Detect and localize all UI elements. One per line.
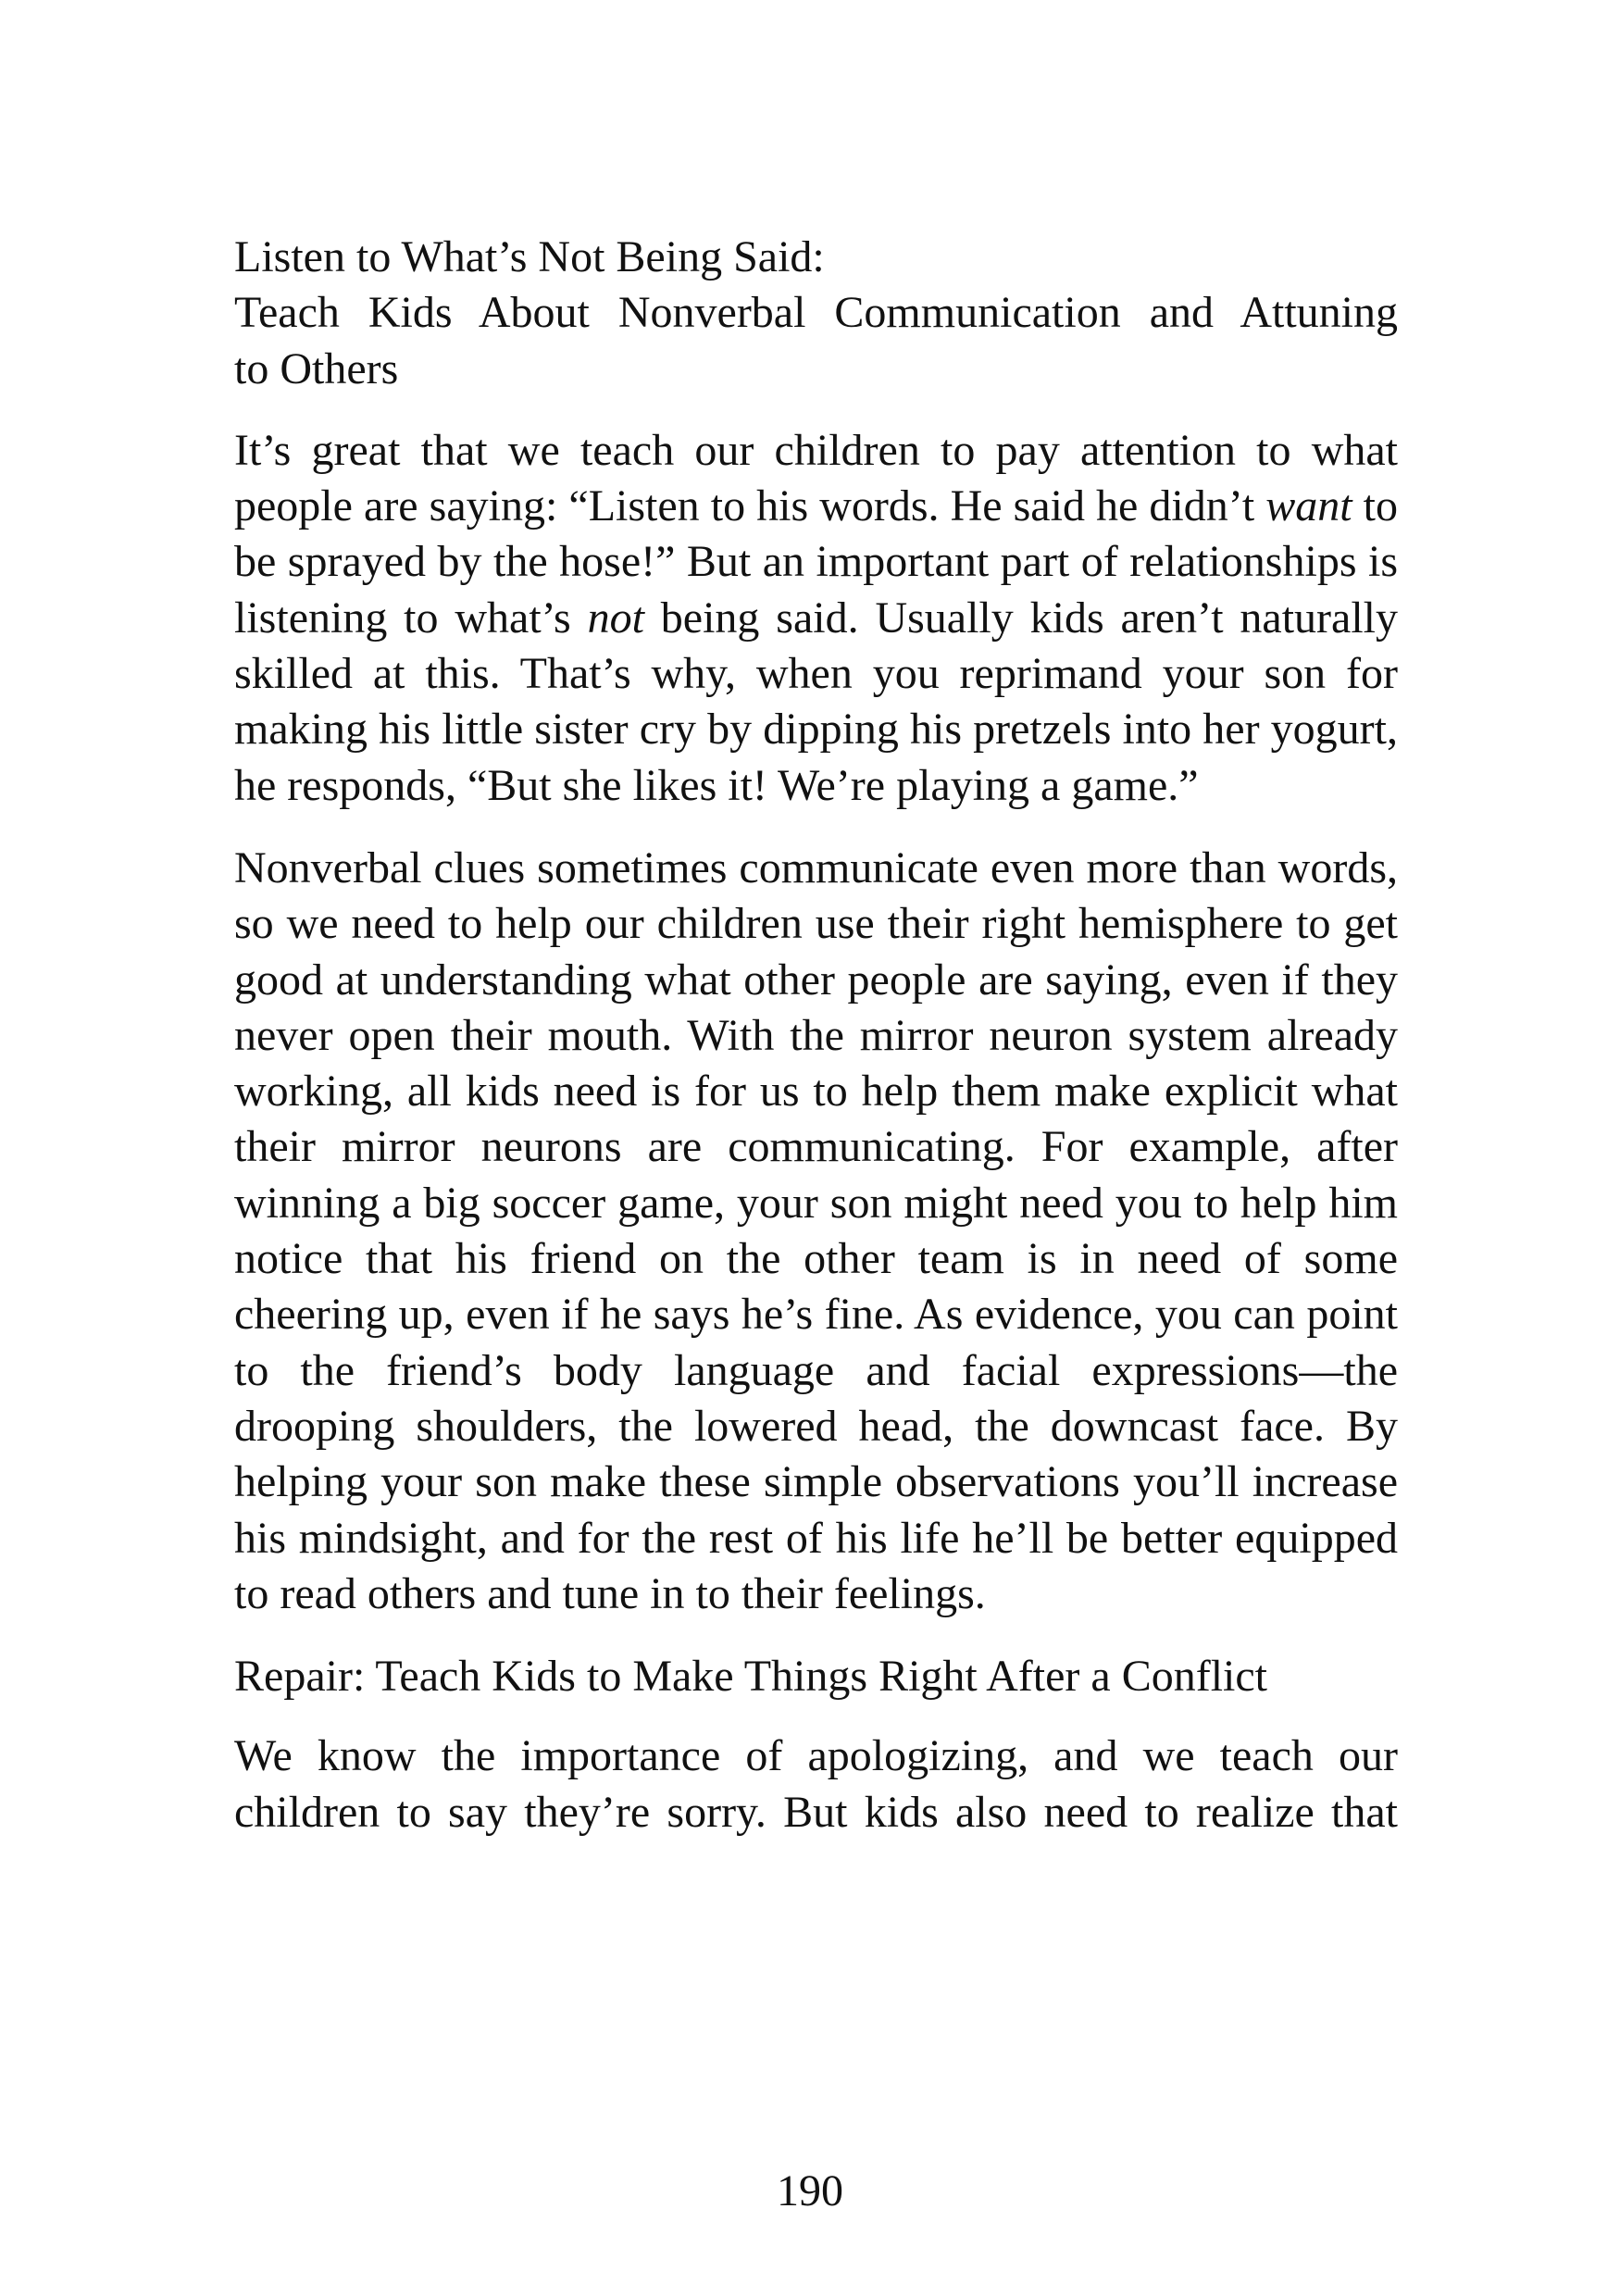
emphasis-not: not [587, 593, 644, 643]
section-heading-repair: Repair: Teach Kids to Make Things Right After a Conflict [234, 1652, 1267, 1702]
page-number: 190 [777, 2166, 843, 2215]
paragraph-listening [234, 423, 1398, 814]
paragraph-apologizing: We know the importance of apologizing, and we teach our children to say they’re sorry. But kids also need to realize that [234, 1731, 1398, 1837]
paragraph-listening-text-3: being said. Usually kids aren’t naturally skilled at this. That’s why, when you reprimand your son for making his little sister cry by dipping his pretzels into her yogurt, he responds, “But she likes it! We’re playing a game.” [234, 593, 1398, 810]
section-heading-nonverbal [234, 230, 1398, 397]
heading-line-1: Listen to What’s Not Being Said: [234, 232, 825, 281]
heading-line-3: to Others [234, 343, 399, 393]
heading-line-2: Teach Kids About Nonverbal Communication and Attuning [234, 288, 1398, 338]
emphasis-want: want [1265, 481, 1352, 531]
paragraph-listening-text-1: It’s great that we teach our children to pay attention to what people are saying: “Listen to his words. He said he didn’t [234, 425, 1398, 531]
paragraph-nonverbal-clues: Nonverbal clues sometimes communicate even more than words, so we need to help our children use their right hemisphere to get good at understanding what other people are saying, even if they never open their mouth. With the mirror neuron system already working, all kids need is for us to help them make explicit what their mirror neurons are communicating. For example, after winning a big soccer game, your son might need you to help him notice that his friend on the other team is in need of some cheering up, even if he says he’s fine. As evidence, you can point to the friend’s body language and facial expressions—the drooping shoulders, the lowered head, the downcast face. By helping your son make these simple observations you’ll increase his mindsight, and for the rest of his life he’ll be better equipped to read others and tune in to their feelings. [234, 842, 1398, 1618]
text-column [234, 230, 1398, 1841]
paragraph-listening-text-2: to be sprayed by the hose!” But an important part of relationships is listening to what’s [234, 481, 1398, 643]
